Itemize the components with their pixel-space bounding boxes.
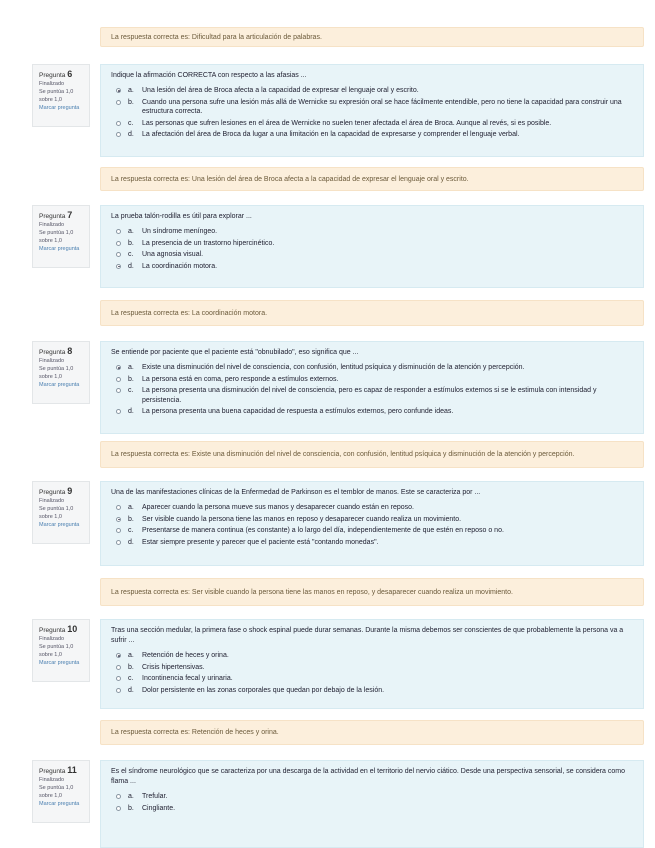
question-score: Se puntúa 1,0 sobre 1,0 — [39, 785, 74, 799]
question-box — [100, 619, 644, 709]
radio[interactable] — [116, 528, 121, 533]
answer-list — [111, 503, 633, 547]
answer-option[interactable]: b. Cingliante. — [111, 804, 633, 814]
feedback-text: La respuesta correcta es: Ser visible cuando la persona tiene las manos en reposo, y desaparecer cuando realiza un movimiento. — [111, 588, 513, 596]
radio-selected[interactable] — [116, 365, 121, 370]
feedback-text: La respuesta correcta es: La coordinación motora. — [111, 309, 268, 317]
answer-option[interactable]: a. Retención de heces y orina. — [111, 651, 633, 661]
question-status: Finalizado — [39, 777, 65, 783]
radio[interactable] — [116, 688, 121, 693]
radio[interactable] — [116, 665, 121, 670]
feedback-box — [100, 27, 644, 47]
answer-list — [111, 227, 633, 271]
answer-option[interactable]: b. Cuando una persona sufre una lesión más allá de Wernicke su expresión oral se hace fácilmente entendible, pero no tiene la capacidad para construir una estructura correcta. — [111, 98, 633, 117]
answer-option[interactable]: c. Una agnosia visual. — [111, 250, 633, 260]
radio-selected[interactable] — [116, 653, 121, 658]
question-number: Pregunta 11 — [39, 765, 77, 775]
radio[interactable] — [116, 100, 121, 105]
radio[interactable] — [116, 676, 121, 681]
question-score: Se puntúa 1,0 sobre 1,0 — [39, 230, 74, 244]
question-info — [32, 341, 90, 404]
answer-option[interactable]: c. La persona presenta una disminución del nivel de consciencia, pero es capaz de responder a estímulos externos si se le estimula con intensidad y persistencia. — [111, 386, 633, 405]
radio[interactable] — [116, 229, 121, 234]
feedback-box — [100, 167, 644, 191]
answer-option[interactable]: a. Una lesión del área de Broca afecta a la capacidad de expresar el lenguaje oral y escrito. — [111, 86, 633, 96]
answer-option[interactable]: d. La coordinación motora. — [111, 262, 633, 272]
radio[interactable] — [116, 388, 121, 393]
question-info — [32, 760, 90, 823]
flag-question-link[interactable]: Marcar pregunta — [39, 105, 80, 111]
radio[interactable] — [116, 132, 121, 137]
answer-option[interactable]: b. La persona está en coma, pero responde a estímulos externos. — [111, 375, 633, 385]
radio-selected[interactable] — [116, 264, 121, 269]
feedback-text: La respuesta correcta es: Retención de heces y orina. — [111, 729, 279, 736]
answer-option[interactable]: a. Existe una disminución del nivel de consciencia, con confusión, lentitud psíquica y disminución de la atención y percepción. — [111, 363, 633, 373]
answer-option[interactable]: d. Dolor persistente en las zonas corporales que quedan por debajo de la lesión. — [111, 686, 633, 696]
answer-list — [111, 792, 633, 813]
question-status: Finalizado — [39, 358, 65, 364]
question-number: Pregunta 9 — [39, 486, 73, 496]
answer-list — [111, 651, 633, 695]
flag-question-link[interactable]: Marcar pregunta — [39, 660, 80, 666]
radio[interactable] — [116, 794, 121, 799]
question-info — [32, 619, 90, 682]
radio[interactable] — [116, 540, 121, 545]
question-status: Finalizado — [39, 222, 65, 228]
question-number: Pregunta 8 — [39, 346, 73, 356]
question-box — [100, 341, 644, 434]
feedback-box — [100, 441, 644, 468]
question-info — [32, 481, 90, 544]
flag-question-link[interactable]: Marcar pregunta — [39, 522, 80, 528]
radio[interactable] — [116, 806, 121, 811]
answer-option[interactable]: d. La persona presenta una buena capacidad de respuesta a estímulos externos, pero confunde ideas. — [111, 407, 633, 417]
question-status: Finalizado — [39, 81, 65, 87]
answer-option[interactable]: c. Las personas que sufren lesiones en el área de Wernicke no suelen tener afectada el área de Broca. Aunque al revés, si es posible. — [111, 119, 633, 129]
answer-option[interactable]: c. Presentarse de manera continua (es constante) a lo largo del día, independientemente de que estén en reposo o no. — [111, 526, 633, 536]
question-number: Pregunta 6 — [39, 69, 73, 79]
question-score: Se puntúa 1,0 sobre 1,0 — [39, 644, 74, 658]
flag-question-link[interactable]: Marcar pregunta — [39, 801, 80, 807]
question-text: Se entiende por paciente que el paciente está "obnubilado", eso significa que ... — [111, 349, 359, 356]
feedback-text: La respuesta correcta es: Dificultad para la articulación de palabras. — [111, 33, 322, 41]
question-score: Se puntúa 1,0 sobre 1,0 — [39, 366, 74, 380]
radio[interactable] — [116, 505, 121, 510]
radio[interactable] — [116, 252, 121, 257]
question-text: Es el síndrome neurológico que se caracteriza por una descarga de la actividad en el territorio del nervio ciático. Desde una perspectiva sensorial, se considera como flama ... — [111, 768, 626, 785]
radio[interactable] — [116, 121, 121, 126]
radio[interactable] — [116, 241, 121, 246]
answer-option[interactable]: c. Incontinencia fecal y urinaria. — [111, 674, 633, 684]
question-number: Pregunta 7 — [39, 210, 73, 220]
feedback-text: La respuesta correcta es: Existe una disminución del nivel de consciencia, con confusión, lentitud psíquica y disminución de la atención y percepción. — [111, 451, 575, 458]
question-text: Una de las manifestaciones clínicas de la Enfermedad de Parkinson es el temblor de manos. Este se caracteriza por ... — [111, 489, 481, 496]
feedback-box — [100, 720, 644, 745]
feedback-text: La respuesta correcta es: Una lesión del área de Broca afecta a la capacidad de expresar el lenguaje oral y escrito. — [111, 175, 469, 183]
question-status: Finalizado — [39, 636, 65, 642]
answer-option[interactable]: b. Ser visible cuando la persona tiene las manos en reposo y desaparecer cuando realiza un movimiento. — [111, 515, 633, 525]
answer-list — [111, 86, 633, 140]
question-score: Se puntúa 1,0 sobre 1,0 — [39, 89, 74, 103]
radio-selected[interactable] — [116, 517, 121, 522]
radio[interactable] — [116, 377, 121, 382]
feedback-box — [100, 578, 644, 606]
question-score: Se puntúa 1,0 sobre 1,0 — [39, 506, 74, 520]
radio-selected[interactable] — [116, 88, 121, 93]
answer-option[interactable]: b. Crisis hipertensivas. — [111, 663, 633, 673]
question-info — [32, 64, 90, 127]
question-text: Indique la afirmación CORRECTA con respecto a las afasias ... — [111, 72, 307, 79]
question-status: Finalizado — [39, 498, 65, 504]
question-box — [100, 481, 644, 566]
feedback-box — [100, 300, 644, 326]
answer-option[interactable]: d. La afectación del área de Broca da lugar a una limitación en la capacidad de expresarse y comprender el lenguaje verbal. — [111, 130, 633, 140]
flag-question-link[interactable]: Marcar pregunta — [39, 246, 80, 252]
radio[interactable] — [116, 409, 121, 414]
question-box — [100, 64, 644, 157]
question-info — [32, 205, 90, 268]
answer-option[interactable]: a. Un síndrome meníngeo. — [111, 227, 633, 237]
answer-option[interactable]: d. Estar siempre presente y parecer que el paciente está "contando monedas". — [111, 538, 633, 548]
question-box — [100, 205, 644, 288]
question-text: La prueba talón-rodilla es útil para explorar ... — [111, 213, 252, 220]
question-number: Pregunta 10 — [39, 624, 78, 634]
answer-option[interactable]: a. Aparecer cuando la persona mueve sus manos y desaparecer cuando están en reposo. — [111, 503, 633, 513]
answer-option[interactable]: b. La presencia de un trastorno hipercinético. — [111, 239, 633, 249]
answer-option[interactable]: a. Trefular. — [111, 792, 633, 802]
flag-question-link[interactable]: Marcar pregunta — [39, 382, 80, 388]
question-box — [100, 760, 644, 848]
answer-list — [111, 363, 633, 417]
question-text: Tras una sección medular, la primera fase o shock espinal puede durar semanas. Durante la misma debemos ser conscientes de que probablemente la persona va a sufrir ... — [111, 627, 624, 644]
